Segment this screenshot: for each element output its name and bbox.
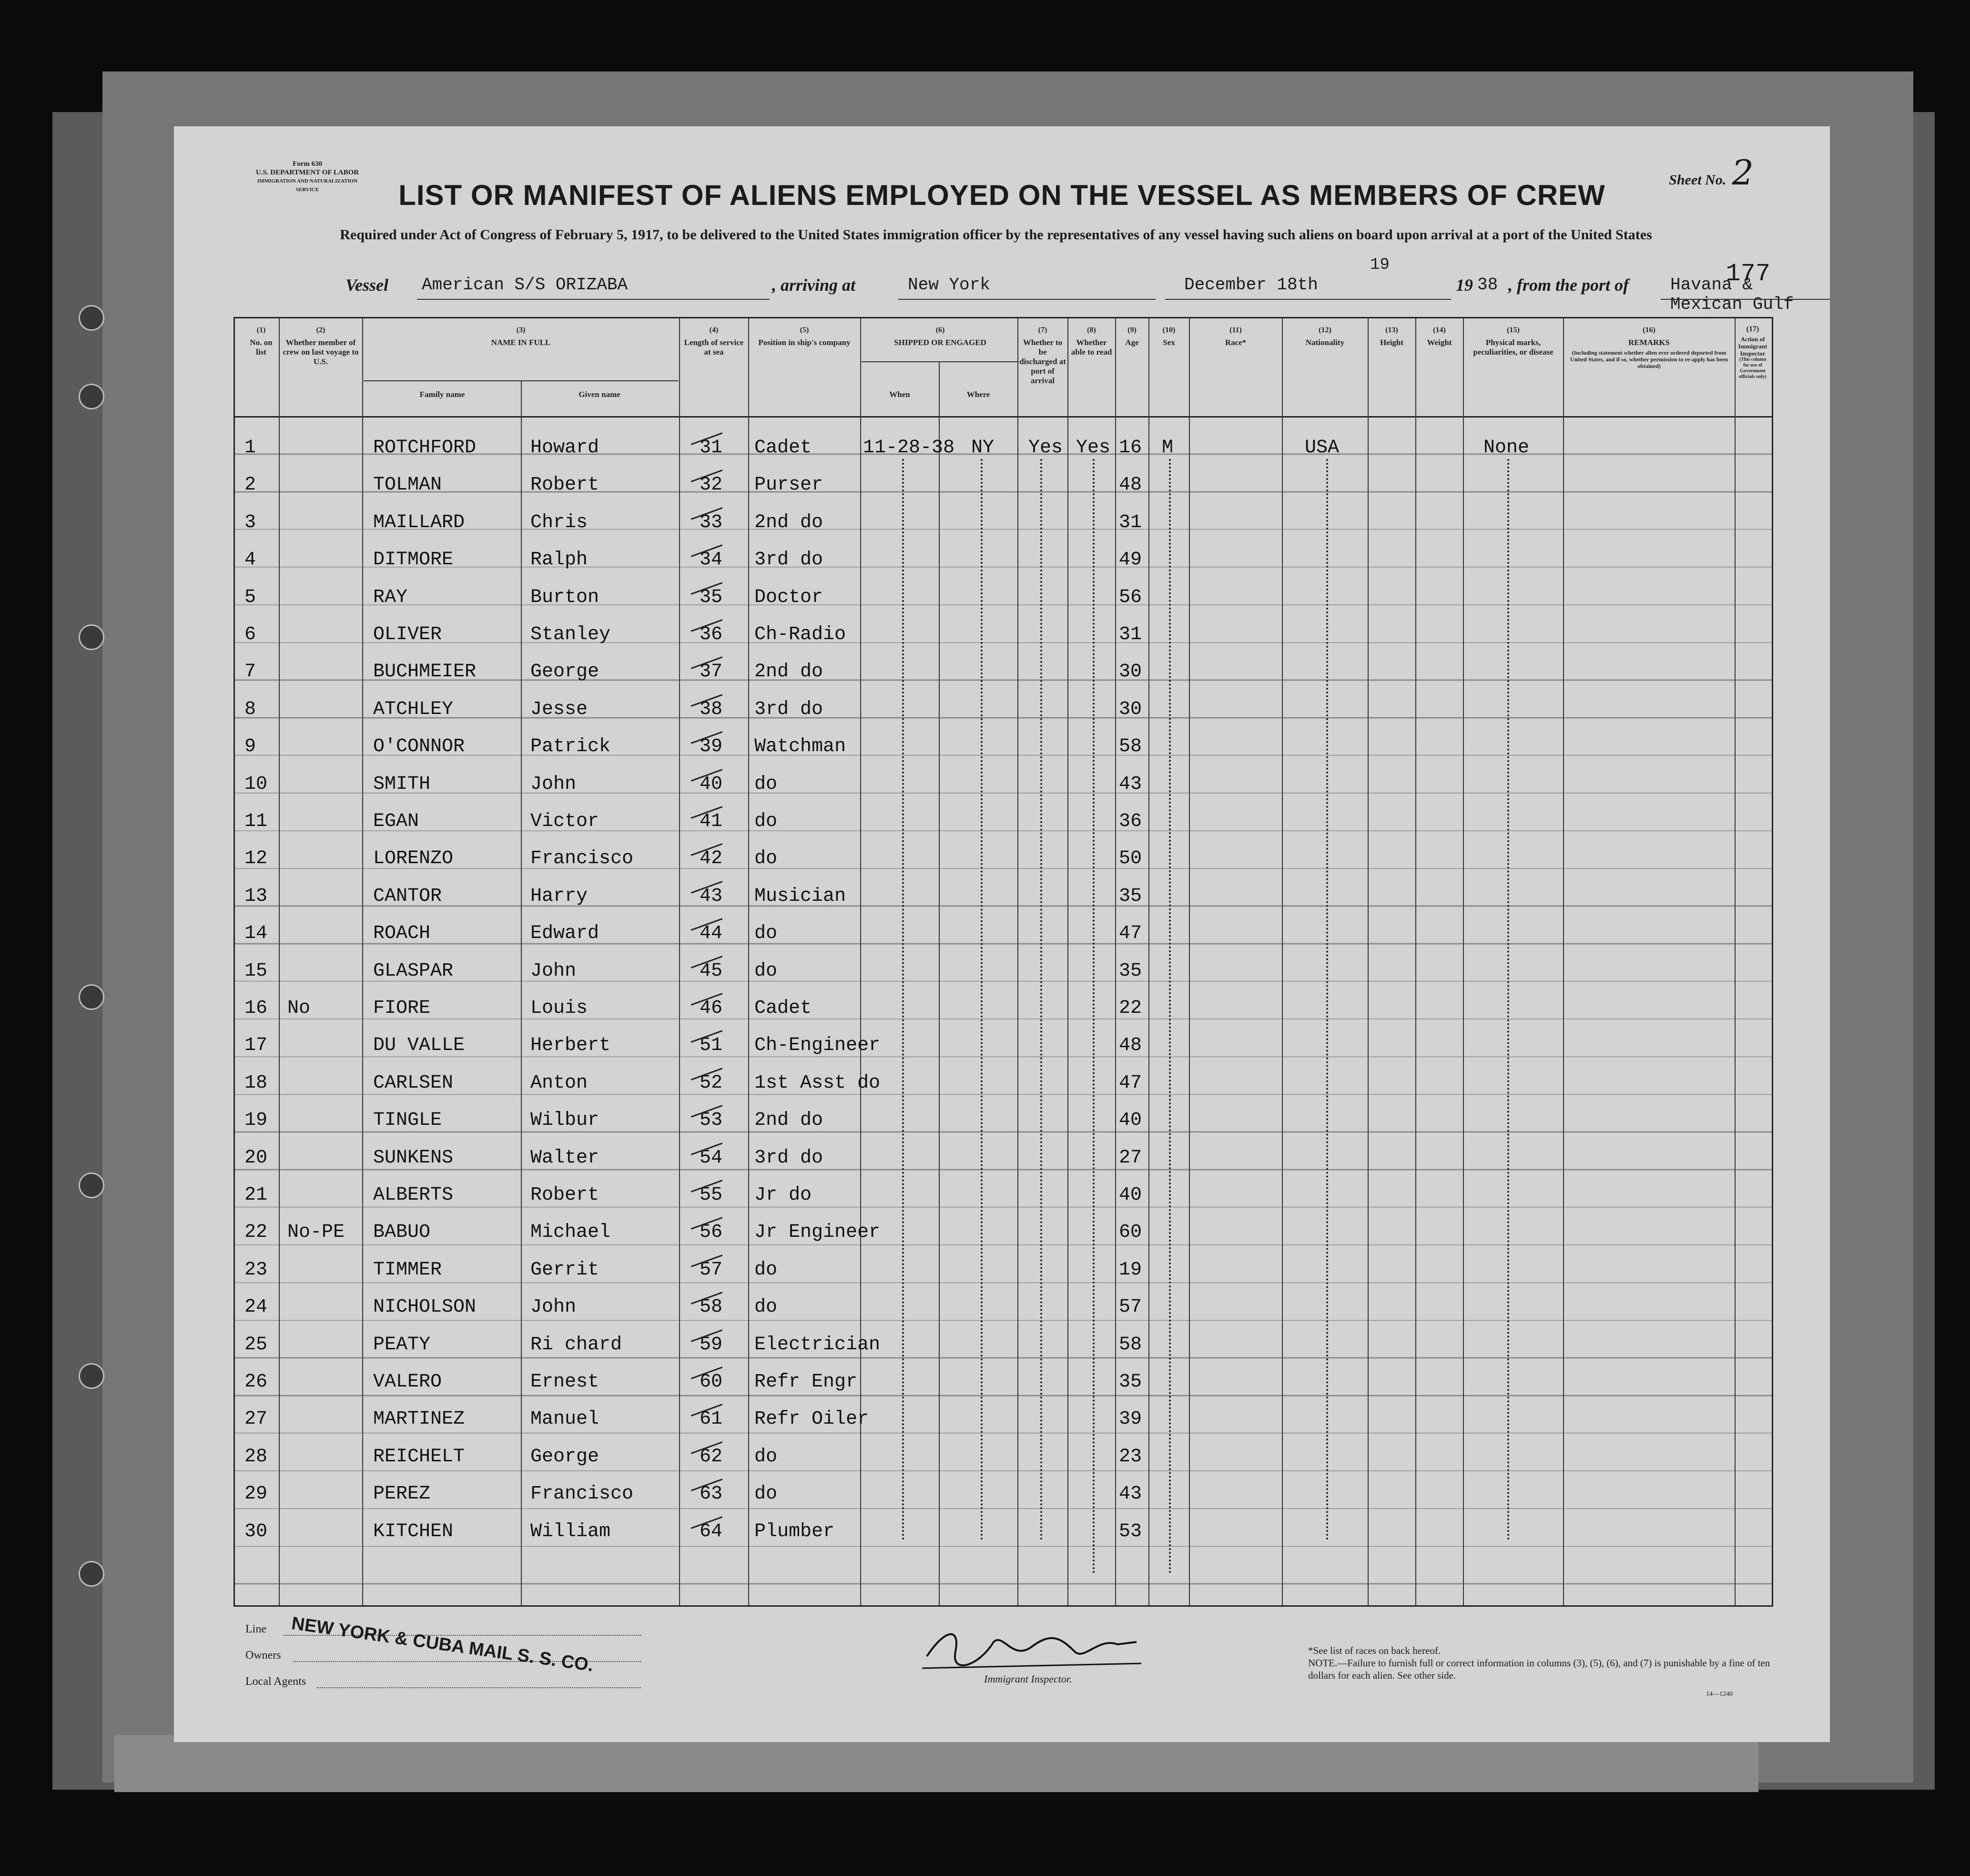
table-row [235,1511,1772,1549]
row-number: 24 [244,1296,268,1318]
family-name: CARLSEN [373,1072,454,1094]
punch-hole [79,1363,104,1389]
age: 35 [1119,885,1142,907]
row-number: 7 [244,661,256,683]
given-name: Robert [530,1184,599,1206]
length-of-service: 62 [700,1446,723,1468]
row-number: 21 [244,1184,268,1206]
col-last-voyage: (2) Whether member of crew on last voyage to U.S. [283,326,359,366]
from-port: Havana & Mexican Gulf [1670,275,1794,314]
age: 49 [1119,549,1142,571]
family-name: EGAN [373,811,419,832]
ditto-line [1093,459,1098,1574]
sheet-label: Sheet No. [1669,172,1726,188]
family-name: ROTCHFORD [373,437,477,459]
length-of-service: 59 [700,1334,723,1356]
given-name: Walter [530,1147,599,1169]
inspector-signature [917,1623,1146,1675]
family-name: DITMORE [373,549,454,571]
length-of-service: 39 [700,736,723,758]
length-of-service: 34 [700,549,723,571]
table-row [235,801,1772,838]
note-races: *See list of races on back hereof. [1308,1645,1441,1656]
age: 43 [1119,773,1142,795]
position: Purser [754,474,823,496]
age: 58 [1119,1334,1142,1356]
position: 3rd do [754,549,823,571]
length-of-service: 38 [700,698,723,720]
length-of-service: 53 [700,1110,723,1132]
table-row [235,1212,1772,1249]
stamp-number: 177 [1726,260,1770,288]
table-header [235,318,1772,418]
position: Musician [754,885,846,907]
given-name: Anton [530,1072,588,1094]
ditto-line [981,459,986,1541]
length-of-service: 55 [700,1184,723,1206]
position: 3rd do [754,1147,823,1169]
age: 35 [1119,1371,1142,1393]
length-of-service: 36 [700,624,723,645]
row-number: 2 [244,474,256,496]
position: do [754,1259,778,1281]
family-name: MARTINEZ [373,1408,465,1430]
col-age: (9) Age [1125,326,1139,347]
family-name: NICHOLSON [373,1296,477,1318]
given-name: George [530,661,599,683]
length-of-service: 63 [700,1483,723,1505]
ditto-line [1507,459,1513,1541]
given-name: Stanley [530,624,611,645]
physical-marks-value: None [1483,437,1530,459]
age: 50 [1119,848,1142,870]
table-row [235,1063,1772,1100]
ditto-line [1326,459,1332,1541]
table-row [235,540,1772,577]
col-shipped: (6) SHIPPED OR ENGAGED [894,326,986,347]
family-name: KITCHEN [373,1520,454,1542]
row-number: 29 [244,1483,268,1505]
given-name: William [530,1520,611,1542]
age: 31 [1119,511,1142,533]
year-prefix: 19 [1456,275,1473,295]
col-given-name: Given name [579,390,620,399]
family-name: ATCHLEY [373,698,454,720]
length-of-service: 52 [700,1072,723,1094]
page-title: LIST OR MANIFEST OF ALIENS EMPLOYED ON THE VESSEL AS MEMBERS OF CREW [398,179,1605,211]
col-family-name: Family name [419,390,465,399]
inspector-label: Immigrant Inspector. [984,1673,1072,1685]
punch-hole [79,1561,104,1587]
col-weight: (14) Weight [1427,326,1452,347]
family-name: OLIVER [373,624,442,645]
length-of-service: 41 [700,811,723,832]
age: 60 [1119,1222,1142,1244]
age: 31 [1119,624,1142,645]
table-row [235,1437,1772,1474]
table-row [235,726,1772,764]
family-name: ALBERTS [373,1184,454,1206]
col-service: (4) Length of service at sea [684,326,744,357]
row-number: 13 [244,885,268,907]
family-name: VALERO [373,1371,442,1393]
crew-table [234,317,1773,1607]
position: 3rd do [754,698,823,720]
position: do [754,1483,778,1505]
family-name: DU VALLE [373,1035,465,1057]
position: Ch-Radio [754,624,846,645]
row-number: 10 [244,773,268,795]
family-name: RAY [373,586,408,608]
given-name: Patrick [530,736,611,758]
row-number: 18 [244,1072,268,1094]
ditto-line [1040,459,1046,1541]
read-value: Yes [1076,437,1111,459]
age: 19 [1119,1259,1142,1281]
given-name: Robert [530,474,599,496]
form-number: Form 630 [292,160,323,168]
age: 30 [1119,698,1142,720]
position: do [754,1446,778,1468]
given-name: Michael [530,1222,611,1244]
row-number: 25 [244,1334,268,1356]
row-number: 8 [244,698,256,720]
agents-label: Local Agents [245,1675,306,1688]
notes [1308,1644,1785,1682]
department: U.S. DEPARTMENT OF LABOR [255,169,359,176]
family-name: TINGLE [373,1110,442,1132]
table-row [235,1138,1772,1175]
position: Refr Oiler [754,1408,869,1430]
age: 23 [1119,1446,1142,1468]
position: Watchman [754,736,846,758]
position: 2nd do [754,511,823,533]
row-number: 6 [244,624,256,645]
col-discharged: (7) Whether to be discharged at port of arrival [1019,326,1066,385]
age: 57 [1119,1296,1142,1318]
col-height: (13) Height [1380,326,1404,347]
col-name: (3) NAME IN FULL [491,326,551,347]
given-name: Chris [530,511,588,533]
col-when: When [889,390,910,399]
table-row [235,913,1772,950]
family-name: TOLMAN [373,474,442,496]
age: 43 [1119,1483,1142,1505]
length-of-service: 43 [700,885,723,907]
length-of-service: 37 [700,661,723,683]
sheet-number: 2 [1732,153,1754,193]
row-number: 3 [244,511,256,533]
row-number: 22 [244,1222,268,1244]
age: 56 [1119,586,1142,608]
age: 47 [1119,1072,1142,1094]
age: 40 [1119,1184,1142,1206]
nationality-value: USA [1305,437,1340,459]
sex-value: M [1162,437,1174,459]
given-name: Wilbur [530,1110,599,1132]
table-row [235,1025,1772,1062]
given-name: John [530,960,577,982]
given-name: Herbert [530,1035,611,1057]
age: 36 [1119,811,1142,832]
family-name: SUNKENS [373,1147,454,1169]
position: do [754,1296,778,1318]
punch-hole [79,384,104,409]
arriving-label: , arriving at [772,275,856,295]
footer [174,1609,1830,1742]
length-of-service: 44 [700,923,723,945]
table-row [235,1175,1772,1212]
col-no: (1) No. on list [250,326,273,357]
owners-label: Owners [245,1649,281,1662]
position: do [754,811,778,832]
position: do [754,960,778,982]
vessel-label: Vessel [345,275,388,295]
age: 48 [1119,474,1142,496]
punch-hole [79,984,104,1010]
table-row [235,1287,1772,1324]
age: 16 [1119,437,1142,459]
given-name: Francisco [530,848,634,870]
position: Electrician [754,1334,881,1356]
table-row [235,1399,1772,1436]
table-row [235,988,1772,1025]
table-row [235,502,1772,540]
form-code: 14—1240 [1706,1691,1733,1698]
row-number: 20 [244,1147,268,1169]
length-of-service: 42 [700,848,723,870]
given-name: Gerrit [530,1259,599,1281]
age: 22 [1119,998,1142,1019]
family-name: O'CONNOR [373,736,465,758]
length-of-service: 54 [700,1147,723,1169]
position: 2nd do [754,1110,823,1132]
given-name: Louis [530,998,588,1019]
family-name: ROACH [373,923,431,945]
table-row [235,577,1772,614]
row-number: 23 [244,1259,268,1281]
age: 53 [1119,1520,1142,1542]
given-name: Howard [530,437,599,459]
line-label: Line [245,1623,266,1635]
position: Jr do [754,1184,812,1206]
length-of-service: 56 [700,1222,723,1244]
arriving-at: New York [908,275,990,295]
discharged-value: Yes [1028,437,1063,459]
col-nationality: (12) Nationality [1305,326,1345,347]
length-of-service: 51 [700,1035,723,1057]
family-name: MAILLARD [373,511,465,533]
position: Ch-Engineer [754,1035,881,1057]
manifest-sheet [174,126,1830,1742]
family-name: PEREZ [373,1483,431,1505]
family-name: SMITH [373,773,431,795]
table-row [235,951,1772,988]
length-of-service: 58 [700,1296,723,1318]
col-race: (11) Race* [1225,326,1247,347]
last-voyage: No-PE [287,1222,345,1244]
length-of-service: 46 [700,998,723,1019]
length-of-service: 61 [700,1408,723,1430]
row-number: 19 [244,1110,268,1132]
table-row [235,1100,1772,1137]
first-row-extras [235,428,1772,465]
shipped-when: 11-28-38 [863,437,955,459]
punch-hole [79,624,104,650]
last-voyage: No [287,998,311,1019]
table-row [235,1325,1772,1362]
given-name: Victor [530,811,599,832]
from-label: , from the port of [1508,275,1629,295]
family-name: BUCHMEIER [373,661,477,683]
table-row [235,614,1772,652]
punch-hole [79,305,104,331]
family-name: PEATY [373,1334,431,1356]
given-name: Ri chard [530,1334,622,1356]
note-fine: NOTE.—Failure to furnish full or correct information in columns (3), (5), (6), and (7) is punishable by a fine of ten dollars for each alien. See other side. [1308,1657,1770,1681]
position: Cadet [754,437,812,459]
position: 1st Asst do [754,1072,881,1094]
position: do [754,923,778,945]
position: Cadet [754,998,812,1019]
given-name: Francisco [530,1483,634,1505]
col-physical-marks: (15) Physical marks, peculiarities, or disease [1473,326,1554,357]
row-number: 15 [244,960,268,982]
table-row [235,838,1772,876]
family-name: CANTOR [373,885,442,907]
table-row [235,689,1772,726]
age: 40 [1119,1110,1142,1132]
length-of-service: 57 [700,1259,723,1281]
length-of-service: 33 [700,511,723,533]
col-remarks: (16) REMARKS (Including statement whether alien ever ordered deported from United States, and if so, whether permission to re-apply has been obtained) [1570,326,1728,369]
table-row [235,465,1772,502]
age: 27 [1119,1147,1142,1169]
col-read: (8) Whether able to read [1071,326,1112,357]
length-of-service: 32 [700,474,723,496]
date-correction: 19 [1370,256,1390,274]
service: IMMIGRATION AND NATURALIZATION SERVICE [257,178,358,193]
subtitle: Required under Act of Congress of February 5, 1917, to be delivered to the United States immigration officer by the representatives of any vessel having such aliens on board upon arrival at a port of the United States [340,227,1652,243]
family-name: GLASPAR [373,960,454,982]
given-name: Harry [530,885,588,907]
table-row [235,1250,1772,1287]
given-name: Ralph [530,549,588,571]
punch-hole [79,1172,104,1198]
table-row [235,764,1772,801]
length-of-service: 60 [700,1371,723,1393]
length-of-service: 35 [700,586,723,608]
given-name: John [530,1296,577,1318]
length-of-service: 45 [700,960,723,982]
family-name: REICHELT [373,1446,465,1468]
given-name: Manuel [530,1408,599,1430]
position: Plumber [754,1520,835,1542]
row-number: 12 [244,848,268,870]
col-action: (17) Action of Immigrant Inspector (This column for use of Government officials only) [1738,325,1767,379]
shipped-where: NY [971,437,995,459]
length-of-service: 64 [700,1520,723,1542]
row-number: 30 [244,1520,268,1542]
row-number: 1 [244,437,256,459]
given-name: Burton [530,586,599,608]
age: 48 [1119,1035,1142,1057]
age: 35 [1119,960,1142,982]
age: 47 [1119,923,1142,945]
ditto-line [902,459,908,1541]
position: Jr Engineer [754,1222,881,1244]
given-name: Ernest [530,1371,599,1393]
line-stamp: NEW YORK & CUBA MAIL S. S. CO. [290,1613,595,1676]
length-of-service: 31 [700,437,723,459]
row-number: 11 [244,811,268,832]
row-number: 16 [244,998,268,1019]
given-name: Edward [530,923,599,945]
row-number: 5 [244,586,256,608]
family-name: TIMMER [373,1259,442,1281]
age: 39 [1119,1408,1142,1430]
position: do [754,773,778,795]
col-position: (5) Position in ship's company [758,326,851,347]
col-sex: (10) Sex [1162,326,1176,347]
year: 38 [1477,275,1498,295]
row-number: 17 [244,1035,268,1057]
given-name: George [530,1446,599,1468]
table-row [235,1362,1772,1399]
vessel-name: American S/S ORIZABA [422,275,628,295]
arrival-date: December 18th [1184,275,1318,295]
given-name: John [530,773,577,795]
given-name: Jesse [530,698,588,720]
ditto-line [1169,459,1175,1574]
table-row [235,1474,1772,1511]
back-page-edge [114,1735,1758,1792]
col-where: Where [966,390,990,399]
position: do [754,848,778,870]
position: 2nd do [754,661,823,683]
row-number: 27 [244,1408,268,1430]
age: 58 [1119,736,1142,758]
row-number: 26 [244,1371,268,1393]
row-number: 28 [244,1446,268,1468]
family-name: LORENZO [373,848,454,870]
row-number: 9 [244,736,256,758]
position: Doctor [754,586,823,608]
row-number: 4 [244,549,256,571]
row-number: 14 [244,923,268,945]
age: 30 [1119,661,1142,683]
table-row [235,876,1772,913]
family-name: FIORE [373,998,431,1019]
table-row [235,652,1772,689]
length-of-service: 40 [700,773,723,795]
position: Refr Engr [754,1371,858,1393]
family-name: BABUO [373,1222,431,1244]
